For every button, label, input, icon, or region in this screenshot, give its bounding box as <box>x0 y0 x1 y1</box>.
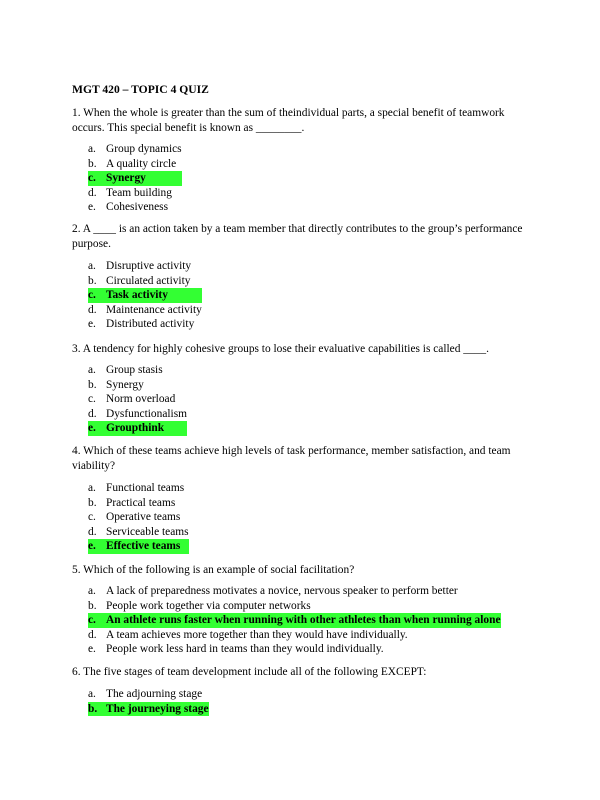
option-text: Functional teams <box>106 482 185 494</box>
option-2c-correct <box>88 288 202 303</box>
option-1b <box>88 157 182 172</box>
option-5a <box>88 584 501 599</box>
option-text: Distributed activity <box>106 318 195 331</box>
question-3: 3. A tendency for highly cohesive groups to lose their evaluative capabilities is called ____. <box>72 343 489 355</box>
option-text: Disruptive activity <box>106 260 192 272</box>
option-letter: b. <box>88 599 97 612</box>
option-1e <box>88 200 182 215</box>
option-letter: e. <box>88 201 96 214</box>
option-text: The adjourning stage <box>106 688 203 700</box>
option-2d <box>88 303 202 318</box>
option-letter: d. <box>88 186 97 199</box>
option-1d <box>88 186 182 201</box>
option-2b <box>88 274 202 289</box>
question-5: 5. Which of the following is an example of social facilitation? <box>72 564 355 576</box>
option-text: An athlete runs faster when running with other athletes than when running alone <box>106 614 501 627</box>
question-1: 1. When the whole is greater than the sum of theindividual parts, a special benefit of teamwork occurs. This special benefit is known as ________. <box>72 107 505 134</box>
option-letter: d. <box>88 525 97 538</box>
option-letter: c. <box>88 613 106 628</box>
question-4: 4. Which of these teams achieve high levels of task performance, member satisfaction, and team viability? <box>72 445 511 472</box>
option-letter: b. <box>88 274 97 287</box>
option-text: Synergy <box>106 172 146 185</box>
option-letter: c. <box>88 171 106 186</box>
option-text: A lack of preparedness motivates a novice, nervous speaker to perform better <box>106 585 458 597</box>
question-3-options <box>88 363 187 436</box>
option-5d <box>88 628 501 643</box>
option-letter: c. <box>88 288 106 303</box>
option-6a <box>88 687 209 702</box>
option-5c-correct <box>88 613 501 628</box>
option-4b <box>88 496 189 511</box>
option-letter: d. <box>88 407 97 420</box>
option-text: Group stasis <box>106 364 163 376</box>
option-letter: c. <box>88 511 96 524</box>
option-letter: b. <box>88 378 97 391</box>
option-letter: e. <box>88 643 96 656</box>
option-5b <box>88 599 501 614</box>
option-text: Practical teams <box>106 496 176 509</box>
question-5-options <box>88 584 501 657</box>
option-letter: e. <box>88 421 106 436</box>
option-text: Dysfunctionalism <box>106 407 187 420</box>
option-letter: a. <box>88 688 96 700</box>
option-letter: a. <box>88 585 96 597</box>
option-4a <box>88 481 189 496</box>
option-text: The journeying stage <box>106 702 209 715</box>
option-3c <box>88 392 187 407</box>
question-2: 2. A ____ is an action taken by a team member that directly contributes to the group’s performance purpose. <box>72 223 523 250</box>
option-text: A quality circle <box>106 157 177 170</box>
option-text: Group dynamics <box>106 143 182 155</box>
option-letter: d. <box>88 303 97 316</box>
option-text: Task activity <box>106 289 168 302</box>
option-4d <box>88 525 189 540</box>
option-text: Operative teams <box>106 511 181 524</box>
option-text: Maintenance activity <box>106 303 202 316</box>
option-4e-correct <box>88 539 189 554</box>
option-text: Cohesiveness <box>106 201 169 214</box>
option-2a <box>88 259 202 274</box>
option-text: Effective teams <box>106 540 181 553</box>
question-2-options <box>88 259 202 332</box>
option-letter: b. <box>88 702 106 717</box>
option-text: People work together via computer networks <box>106 599 311 612</box>
option-3a <box>88 363 187 378</box>
option-letter: e. <box>88 539 106 554</box>
question-4-options <box>88 481 189 554</box>
option-3e-correct <box>88 421 187 436</box>
option-text: Synergy <box>106 378 144 391</box>
option-3b <box>88 378 187 393</box>
option-text: Norm overload <box>106 393 176 406</box>
option-text: Serviceable teams <box>106 525 189 538</box>
option-letter: a. <box>88 260 96 272</box>
option-letter: b. <box>88 157 97 170</box>
option-2e <box>88 317 202 332</box>
option-letter: e. <box>88 318 96 331</box>
option-text: People work less hard in teams than they would individually. <box>106 643 384 656</box>
question-6-options <box>88 687 209 716</box>
option-letter: c. <box>88 393 96 406</box>
option-1a <box>88 142 182 157</box>
option-text: Groupthink <box>106 422 165 435</box>
option-4c <box>88 510 189 525</box>
option-5e <box>88 642 501 657</box>
option-text: A team achieves more together than they would have individually. <box>106 628 408 641</box>
option-letter: a. <box>88 364 96 376</box>
question-1-options <box>88 142 182 215</box>
option-6b-correct <box>88 702 209 717</box>
option-letter: b. <box>88 496 97 509</box>
option-3d <box>88 407 187 422</box>
option-text: Team building <box>106 186 172 199</box>
question-6: 6. The five stages of team development include all of the following EXCEPT: <box>72 666 427 678</box>
option-letter: a. <box>88 143 96 155</box>
option-letter: d. <box>88 628 97 641</box>
option-text: Circulated activity <box>106 274 191 287</box>
option-1c-correct <box>88 171 182 186</box>
quiz-title: MGT 420 – TOPIC 4 QUIZ <box>72 83 209 96</box>
option-letter: a. <box>88 482 96 494</box>
